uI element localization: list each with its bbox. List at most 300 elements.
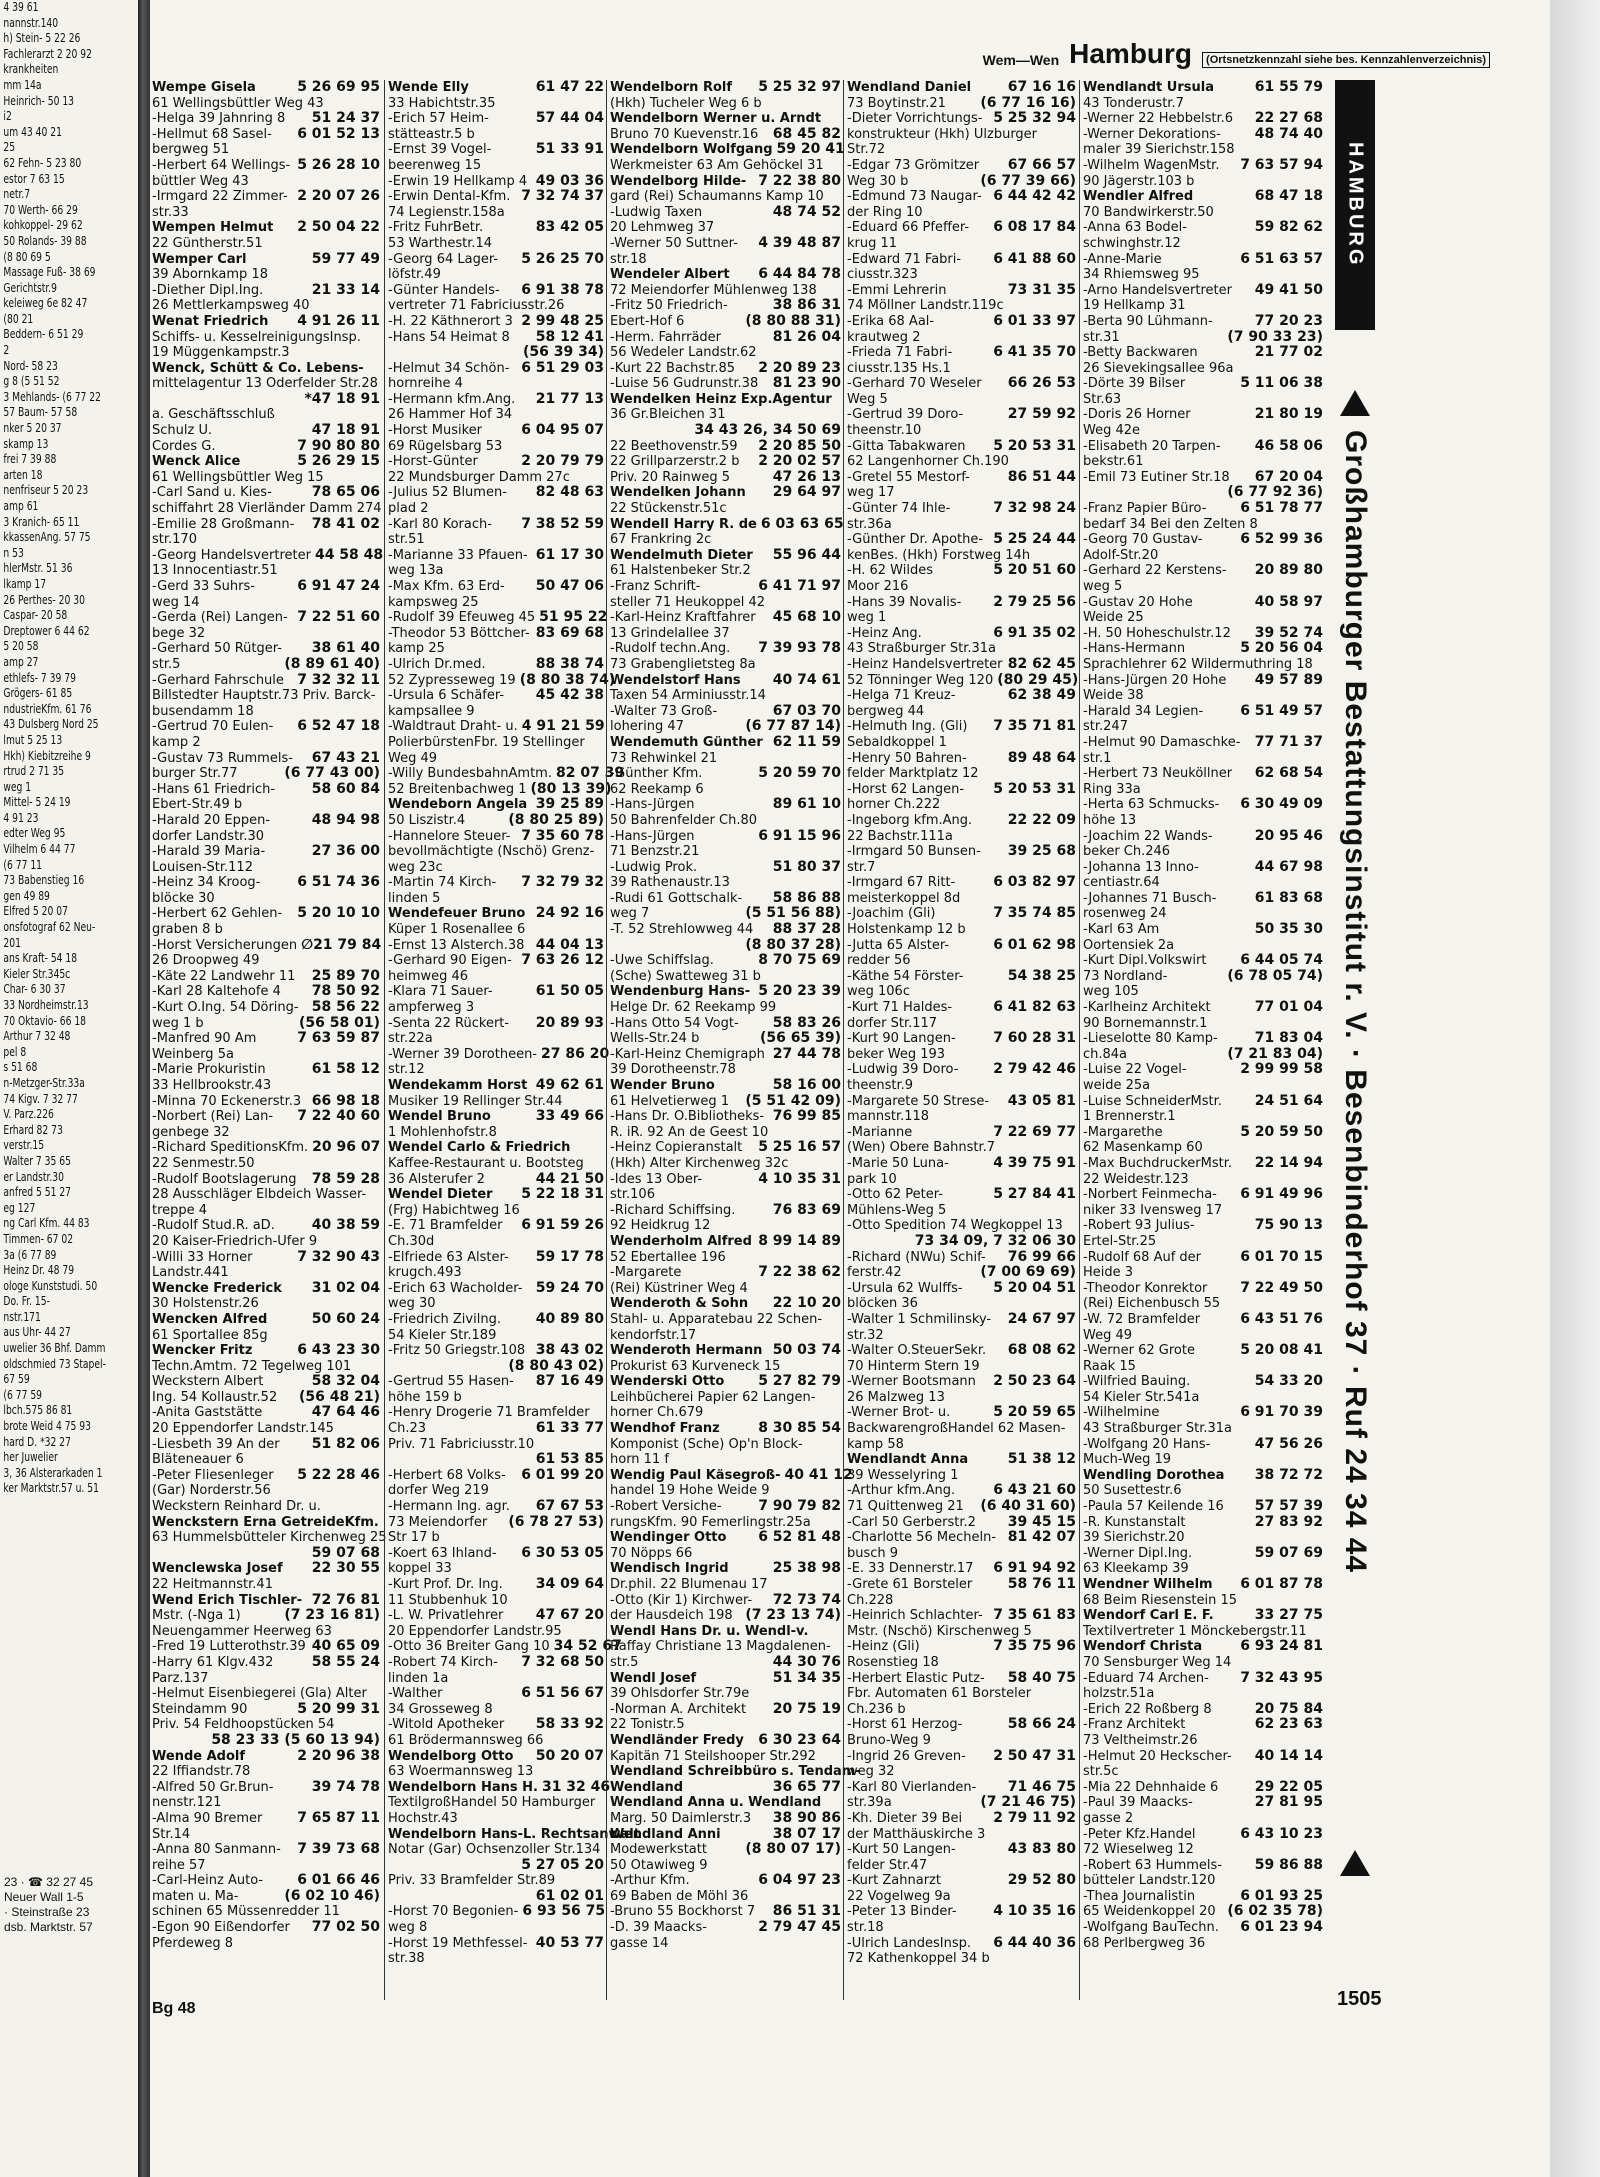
directory-entry xyxy=(1083,891,1323,907)
entry-text: 22 Heitmannstr.41 xyxy=(152,1577,273,1592)
entry-text: Louisen-Str.112 xyxy=(152,859,253,875)
entry-phone: (7 00 69 69) xyxy=(980,1264,1076,1281)
entry-text: -Elisabeth 20 Tarpen- xyxy=(1083,438,1221,454)
directory-entry xyxy=(388,142,604,158)
entry-text: -Erich 22 Roßberg 8 xyxy=(1083,1701,1212,1717)
entry-text: str.170 xyxy=(152,532,197,548)
directory-entry xyxy=(1083,1764,1323,1780)
directory-entry xyxy=(152,969,380,985)
entry-text: Landstr.441 xyxy=(152,1265,229,1281)
entry-phone: (8 80 38 74) xyxy=(519,671,616,688)
entry-text: -Werner Dekorations- xyxy=(1083,126,1221,142)
directory-entry xyxy=(388,1000,604,1016)
directory-entry xyxy=(847,127,1076,143)
entry-text: -Robert Versiche- xyxy=(610,1499,722,1515)
entry-phone: 54 33 20 xyxy=(1254,1373,1323,1390)
directory-entry xyxy=(610,439,841,455)
directory-entry xyxy=(152,751,380,767)
entry-phone: 48 74 40 xyxy=(1254,125,1323,142)
directory-entry xyxy=(1083,1499,1323,1515)
left-page-line: Beddern- 6 51 29 xyxy=(3,327,84,342)
entry-phone: 27 59 92 xyxy=(1007,406,1076,423)
directory-entry xyxy=(152,189,380,205)
entry-text: TextilgroßHandel 50 Hamburger xyxy=(388,1795,596,1811)
triangle-logo-icon-bottom xyxy=(1340,1850,1370,1876)
entry-text: Modewerkstatt xyxy=(610,1842,707,1858)
entry-text: Str 17 b xyxy=(388,1530,440,1546)
directory-entry xyxy=(388,1764,604,1780)
directory-entry xyxy=(388,252,604,268)
entry-text: Wenckstern Erna GetreideKfm. xyxy=(152,1514,379,1530)
entry-text: Ertel-Str.25 xyxy=(1083,1233,1157,1249)
entry-text: -Harald 20 Eppen- xyxy=(152,812,271,828)
directory-entry xyxy=(1083,1047,1323,1063)
directory-entry xyxy=(610,298,841,314)
directory-entry xyxy=(610,735,841,751)
entry-text: 22 Iffiandstr.78 xyxy=(152,1764,251,1780)
entry-phone: (6 77 43 00) xyxy=(284,765,380,782)
directory-entry xyxy=(847,1421,1076,1437)
directory-entry xyxy=(152,470,380,486)
entry-text: 34 Grosseweg 8 xyxy=(388,1701,493,1717)
directory-entry xyxy=(1083,314,1323,330)
entry-phone: 59 77 49 xyxy=(311,250,380,267)
entry-text: -Senta 22 Rückert- xyxy=(388,1015,510,1031)
directory-entry xyxy=(388,189,604,205)
entry-text: Ch.228 xyxy=(847,1592,894,1608)
entry-phone: 44 30 76 xyxy=(772,1653,841,1670)
entry-phone: 4 10 35 31 xyxy=(758,1170,841,1187)
entry-text: -Werner Dipl.Ing. xyxy=(1083,1545,1193,1561)
entry-text: 39 Abornkamp 18 xyxy=(152,267,268,283)
directory-entry xyxy=(152,782,380,798)
entry-text: Weide 25 xyxy=(1083,610,1144,626)
entry-phone: 6 51 74 36 xyxy=(297,874,380,891)
entry-text: -Herbert 68 Volks- xyxy=(388,1467,506,1483)
directory-entry xyxy=(610,283,841,299)
entry-text: Wencken Alfred xyxy=(152,1311,268,1327)
entry-phone: 71 46 75 xyxy=(1007,1778,1076,1795)
entry-text: Wendner Wilhelm xyxy=(1083,1577,1213,1592)
entry-text: 22 Stückenstr.51c xyxy=(610,501,727,517)
left-page-line: 43 Dulsberg Nord 25 xyxy=(3,717,99,732)
entry-text: -Kurt 22 Bachstr.85 xyxy=(610,360,736,376)
directory-entry xyxy=(847,283,1076,299)
entry-phone: 55 96 44 xyxy=(772,546,841,563)
directory-entry xyxy=(610,1686,841,1702)
directory-entry xyxy=(1083,1780,1323,1796)
entry-text: Ch.30d xyxy=(388,1233,435,1249)
directory-entry xyxy=(1083,158,1323,174)
entry-phone: 20 96 07 xyxy=(312,1139,381,1156)
directory-entry xyxy=(388,1374,604,1390)
sidebar xyxy=(1335,70,1375,1990)
entry-text: -Thea Journalistin xyxy=(1083,1888,1196,1904)
left-page-line: nannstr.140 xyxy=(3,15,59,30)
entry-phone: 33 27 75 xyxy=(1254,1607,1323,1624)
entry-text: 69 Baben de Möhl 36 xyxy=(610,1888,749,1904)
directory-entry xyxy=(388,609,608,626)
directory-entry xyxy=(388,1045,610,1063)
directory-entry xyxy=(847,751,1076,767)
directory-entry xyxy=(388,595,604,611)
entry-phone: 57 44 04 xyxy=(535,110,604,127)
entry-phone: 77 71 37 xyxy=(1254,733,1323,750)
directory-entry xyxy=(610,891,841,907)
entry-phone: 6 51 78 77 xyxy=(1240,500,1323,517)
directory-entry xyxy=(847,984,1076,1000)
directory-entry xyxy=(388,1187,604,1203)
directory-entry xyxy=(610,1624,841,1640)
entry-text: maten u. Ma- xyxy=(152,1888,239,1904)
directory-entry xyxy=(388,688,604,704)
entry-phone: 58 55 24 xyxy=(311,1653,380,1670)
entry-phone: (6 02 35 78) xyxy=(1227,1903,1323,1920)
directory-entry xyxy=(610,515,844,533)
entry-phone: 78 59 28 xyxy=(311,1170,380,1187)
directory-entry xyxy=(388,1203,604,1219)
entry-phone: 40 53 77 xyxy=(535,1934,604,1951)
directory-entry xyxy=(610,189,841,205)
entry-text: 54 Kieler Str.541a xyxy=(1083,1389,1200,1405)
entry-phone: (8 80 25 89) xyxy=(508,811,604,828)
entry-phone: 27 86 20 xyxy=(541,1045,610,1062)
entry-text: weg 30 xyxy=(388,1296,436,1312)
directory-entry xyxy=(1083,330,1323,346)
directory-entry xyxy=(388,751,604,767)
entry-text: Weckstern Albert xyxy=(152,1374,264,1390)
entry-text: 20 Eppendorfer Landstr.145 xyxy=(152,1421,334,1437)
entry-phone: 59 82 62 xyxy=(1254,219,1323,236)
entry-text: -Ursula 6 Schäfer- xyxy=(388,688,505,704)
entry-text: -Gitta Tabakwaren xyxy=(847,438,966,454)
entry-phone: 38 90 86 xyxy=(772,1809,841,1826)
entry-text: -H. 62 Wildes xyxy=(847,563,933,579)
directory-entry xyxy=(847,1062,1076,1078)
directory-entry xyxy=(847,1655,1076,1671)
page-header xyxy=(750,38,1490,68)
directory-entry xyxy=(1083,829,1323,845)
entry-text: bege 32 xyxy=(152,625,206,641)
directory-entry xyxy=(1083,127,1323,143)
directory-entry xyxy=(610,252,841,268)
entry-text: 19 Müggenkampstr.3 xyxy=(152,345,290,361)
directory-entry xyxy=(152,984,380,1000)
directory-entry xyxy=(388,80,604,96)
entry-text: -Günther Kfm. xyxy=(610,766,703,782)
directory-entry xyxy=(388,1778,611,1796)
entry-text: -Wilfried Bauing. xyxy=(1083,1374,1191,1390)
entry-text: -Horst Versicherungen xyxy=(152,937,298,953)
entry-text: -Fred 19 Lutterothstr.39 xyxy=(152,1639,306,1655)
entry-text: -Kurt O.Ing. 54 Döring- xyxy=(152,1000,299,1016)
directory-entry xyxy=(847,1203,1076,1219)
directory-entry xyxy=(847,1125,1076,1141)
directory-entry xyxy=(152,423,380,439)
entry-text: Wenderholm Alfred xyxy=(610,1233,752,1249)
directory-entry xyxy=(610,267,841,283)
entry-text: dorfer Weg 219 xyxy=(388,1483,489,1499)
directory-entry xyxy=(388,657,604,673)
entry-text: 67 Frankring 2c xyxy=(610,532,712,548)
directory-entry xyxy=(610,1109,841,1125)
entry-text: -Ludwig 39 Doro- xyxy=(847,1062,959,1078)
entry-text: -Werner 62 Grote xyxy=(1083,1343,1195,1359)
header-range: Wem—Wen xyxy=(982,52,1060,68)
left-page-line: edter Weg 95 xyxy=(3,826,66,841)
directory-entry xyxy=(152,1671,380,1687)
entry-text: -Hans 54 Heimat 8 xyxy=(388,329,510,345)
entry-text: Musiker 19 Rellinger Str.44 xyxy=(388,1093,563,1109)
entry-text: -Werner Bootsmann xyxy=(847,1374,976,1390)
entry-text: Ring 33a xyxy=(1083,781,1141,797)
entry-text: -Helmut Eisenbiegerei (Gla) Alter xyxy=(152,1686,367,1702)
directory-entry xyxy=(847,1733,1076,1749)
entry-text: Wendelborn Hans H. xyxy=(388,1779,538,1795)
directory-entry xyxy=(847,1016,1076,1032)
entry-phone: 2 99 48 25 xyxy=(521,312,604,329)
entry-text: -Marie 50 Luna- xyxy=(847,1155,949,1171)
entry-text: kamp 58 xyxy=(847,1436,904,1452)
entry-phone: 5 20 59 50 xyxy=(1240,1123,1323,1140)
entry-text: büttler Weg 43 xyxy=(152,173,249,189)
directory-entry xyxy=(610,1842,841,1858)
directory-entry xyxy=(847,891,1076,907)
entry-text: str.22a xyxy=(388,1031,433,1047)
directory-entry xyxy=(388,1156,604,1172)
directory-entry xyxy=(847,1749,1076,1765)
entry-text: -Waldtraut Draht- u. xyxy=(388,719,518,735)
entry-text: -Eduard 74 Archen- xyxy=(1083,1670,1209,1686)
directory-entry xyxy=(610,1234,841,1250)
entry-text: 73 Meiendorfer xyxy=(388,1514,488,1530)
entry-text: -Betty Backwaren xyxy=(1083,345,1198,361)
entry-phone: 7 35 74 85 xyxy=(993,905,1076,922)
entry-text: -Irmgard 67 Ritt- xyxy=(847,875,956,891)
directory-entry xyxy=(1083,1655,1323,1671)
directory-entry xyxy=(388,1889,604,1905)
directory-entry xyxy=(388,532,604,548)
entry-text: -Harry 61 Klgv.432 xyxy=(152,1654,274,1670)
entry-phone: 4 91 26 11 xyxy=(297,312,380,329)
entry-text: -Hans-Jürgen 20 Hohe xyxy=(1083,672,1227,688)
directory-entry xyxy=(1083,1608,1323,1624)
directory-entry xyxy=(610,1172,841,1188)
entry-phone: 7 63 59 87 xyxy=(297,1030,380,1047)
entry-text: koppel 33 xyxy=(388,1561,452,1577)
directory-entry xyxy=(388,1530,604,1546)
directory-entry xyxy=(1083,938,1323,954)
entry-text: Adolf-Str.20 xyxy=(1083,547,1159,563)
directory-entry xyxy=(847,735,1076,751)
entry-phone: 22 27 68 xyxy=(1254,110,1323,127)
directory-entry xyxy=(610,1203,841,1219)
entry-phone: 27 44 78 xyxy=(772,1045,841,1062)
entry-text: -Peter 13 Binder- xyxy=(847,1904,957,1920)
directory-entry xyxy=(1083,626,1323,642)
directory-entry xyxy=(847,1702,1076,1718)
directory-entry xyxy=(1083,704,1323,720)
directory-entry xyxy=(610,595,841,611)
entry-text: (Rei) Eichenbusch 55 xyxy=(1083,1296,1221,1312)
entry-text: -Rudi 61 Gottschalk- xyxy=(610,890,743,906)
entry-phone: 76 99 66 xyxy=(1007,1248,1076,1265)
directory-entry xyxy=(1083,1421,1323,1437)
entry-phone: 5 22 18 31 xyxy=(521,1186,604,1203)
page-number: 1505 xyxy=(1337,1988,1382,2010)
entry-text: R. iR. 92 An de Geest 10 xyxy=(610,1124,769,1140)
entry-phone: 20 89 93 xyxy=(535,1014,604,1031)
directory-entry xyxy=(1083,1686,1323,1702)
directory-entry xyxy=(388,1733,604,1749)
entry-phone: 24 51 64 xyxy=(1254,1092,1323,1109)
directory-entry xyxy=(388,1405,604,1421)
entry-phone: 7 32 98 24 xyxy=(993,500,1076,517)
entry-text: -Henry Drogerie 71 Bramfelder xyxy=(388,1405,590,1421)
entry-phone: 2 79 47 45 xyxy=(758,1919,841,1936)
directory-entry xyxy=(847,704,1076,720)
left-page-line: hlerMstr. 51 36 xyxy=(3,561,73,576)
directory-entry xyxy=(847,1593,1076,1609)
entry-phone: 6 43 23 30 xyxy=(297,1342,380,1359)
directory-entry xyxy=(1083,1281,1323,1297)
entry-text: -Manfred 90 Am xyxy=(152,1031,257,1047)
entry-text: 73 Veltheimstr.26 xyxy=(1083,1732,1198,1748)
entry-text: weide 25a xyxy=(1083,1078,1151,1093)
directory-entry xyxy=(152,252,380,268)
entry-text: (Hkh) Tucheler Weg 6 b xyxy=(610,95,762,111)
directory-entry xyxy=(388,579,604,595)
entry-phone: 7 22 51 60 xyxy=(297,609,380,626)
entry-text: -Eduard 66 Pfeffer- xyxy=(847,220,970,236)
entry-phone: 7 63 26 12 xyxy=(521,952,604,969)
directory-entry xyxy=(847,1359,1076,1375)
entry-text: 72 Meiendorfer Mühlenweg 138 xyxy=(610,282,817,298)
entry-text: -Erika 68 Aal- xyxy=(847,313,935,329)
left-page-line: gen 49 89 xyxy=(3,888,50,903)
directory-entry xyxy=(847,1156,1076,1172)
directory-entry xyxy=(152,1920,380,1936)
entry-phone: 77 02 50 xyxy=(311,1919,380,1936)
entry-text: Wendel Carlo & Friedrich xyxy=(388,1140,571,1156)
entry-text: Parz.137 xyxy=(152,1670,209,1686)
entry-text: -T. 52 Strehlowweg 44 xyxy=(610,922,754,938)
entry-phone: 6 04 95 07 xyxy=(521,422,604,439)
left-page-line: i2 xyxy=(3,109,12,124)
entry-text: 61 Brödermannsweg 66 xyxy=(388,1732,544,1748)
left-page-line: 57 Baum- 57 58 xyxy=(3,405,78,420)
entry-phone: 51 34 35 xyxy=(772,1669,841,1686)
entry-text: str.33 xyxy=(152,204,189,220)
entry-phone: 2 50 23 64 xyxy=(993,1373,1076,1390)
entry-text: Wempe Gisela xyxy=(152,80,256,95)
directory-entry xyxy=(152,376,380,392)
entry-text: -Anita Gaststätte xyxy=(152,1405,263,1421)
directory-entry xyxy=(388,111,604,127)
entry-text: -Gerhard 50 Rütger- xyxy=(152,641,282,657)
directory-entry xyxy=(610,563,841,579)
directory-entry xyxy=(152,1125,380,1141)
directory-entry xyxy=(152,1281,380,1297)
directory-entry xyxy=(1083,1858,1323,1874)
directory-entry xyxy=(388,1172,604,1188)
entry-text: -Ursula 62 Wulffs- xyxy=(847,1280,963,1296)
directory-entry xyxy=(388,1638,622,1655)
left-page-line: Erhard 82 73 xyxy=(3,1122,63,1137)
directory-entry xyxy=(388,875,604,891)
left-page-line: Nord- 58 23 xyxy=(3,358,58,373)
entry-text: -Erich 63 Wacholder- xyxy=(388,1280,523,1296)
entry-text: löfstr.49 xyxy=(388,267,441,283)
entry-phone: 39 25 68 xyxy=(1007,843,1076,860)
directory-entry xyxy=(152,283,380,299)
directory-entry xyxy=(1083,439,1323,455)
directory-entry xyxy=(388,719,604,735)
entry-text: -E. 71 Bramfelder xyxy=(388,1218,503,1234)
directory-entry xyxy=(847,501,1076,517)
directory-entry xyxy=(152,1483,380,1499)
directory-entry xyxy=(610,1702,841,1718)
directory-entry xyxy=(847,1889,1076,1905)
entry-phone: 83 69 68 xyxy=(535,624,604,641)
entry-text: -Karl 80 Korach- xyxy=(388,516,492,532)
left-page-line: nker 5 20 37 xyxy=(3,421,62,436)
entry-text: Ch.236 b xyxy=(847,1701,906,1717)
entry-text: der Ring 10 xyxy=(847,204,923,220)
directory-entry xyxy=(388,671,616,689)
entry-text: 50 Susettestr.6 xyxy=(1083,1483,1182,1499)
directory-entry xyxy=(388,1359,604,1375)
directory-entry xyxy=(847,96,1076,112)
directory-entry xyxy=(610,1639,841,1655)
directory-entry xyxy=(1083,1437,1323,1453)
entry-phone: (80 13 39) xyxy=(530,780,612,797)
directory-entry xyxy=(610,1452,841,1468)
entry-phone: 7 32 74 37 xyxy=(521,188,604,205)
directory-entry xyxy=(388,158,604,174)
directory-entry xyxy=(152,1936,380,1952)
directory-entry xyxy=(388,1951,604,1967)
entry-phone: 5 20 53 31 xyxy=(993,437,1076,454)
left-page-line: nenfriseur 5 20 23 xyxy=(3,483,89,498)
entry-text: -Kurt Dipl.Volkswirt xyxy=(1083,953,1207,969)
entry-phone: 6 44 42 42 xyxy=(993,188,1076,205)
entry-text: Weinberg 5a xyxy=(152,1046,234,1062)
directory-entry xyxy=(152,1827,380,1843)
directory-entry xyxy=(152,1203,380,1219)
entry-text: -Alma 90 Bremer xyxy=(152,1810,263,1826)
left-page-line: (80 21 xyxy=(3,311,34,326)
entry-text: -Martin 74 Kirch- xyxy=(388,875,497,891)
directory-entry xyxy=(610,1795,841,1811)
entry-phone: 51 33 91 xyxy=(535,141,604,158)
directory-entry xyxy=(152,1047,380,1063)
entry-phone: 6 91 94 92 xyxy=(993,1560,1076,1577)
entry-phone: 59 20 41 xyxy=(776,141,845,158)
entry-text: -Horst 70 Begonien- xyxy=(388,1904,519,1920)
entry-text: Wendorf Carl E. F. xyxy=(1083,1608,1214,1624)
directory-entry xyxy=(847,1250,1076,1266)
entry-text: Wendlandt Anna xyxy=(847,1452,969,1468)
entry-text: -D. 39 Maacks- xyxy=(610,1920,707,1936)
directory-column-5 xyxy=(1083,80,1323,2000)
directory-entry xyxy=(610,1593,841,1609)
entry-text: Wenck Alice xyxy=(152,454,241,470)
entry-phone: 49 57 89 xyxy=(1254,671,1323,688)
funeral-ad xyxy=(1335,430,1375,1930)
entry-text: weg 14 xyxy=(152,594,200,610)
directory-entry xyxy=(388,641,604,657)
